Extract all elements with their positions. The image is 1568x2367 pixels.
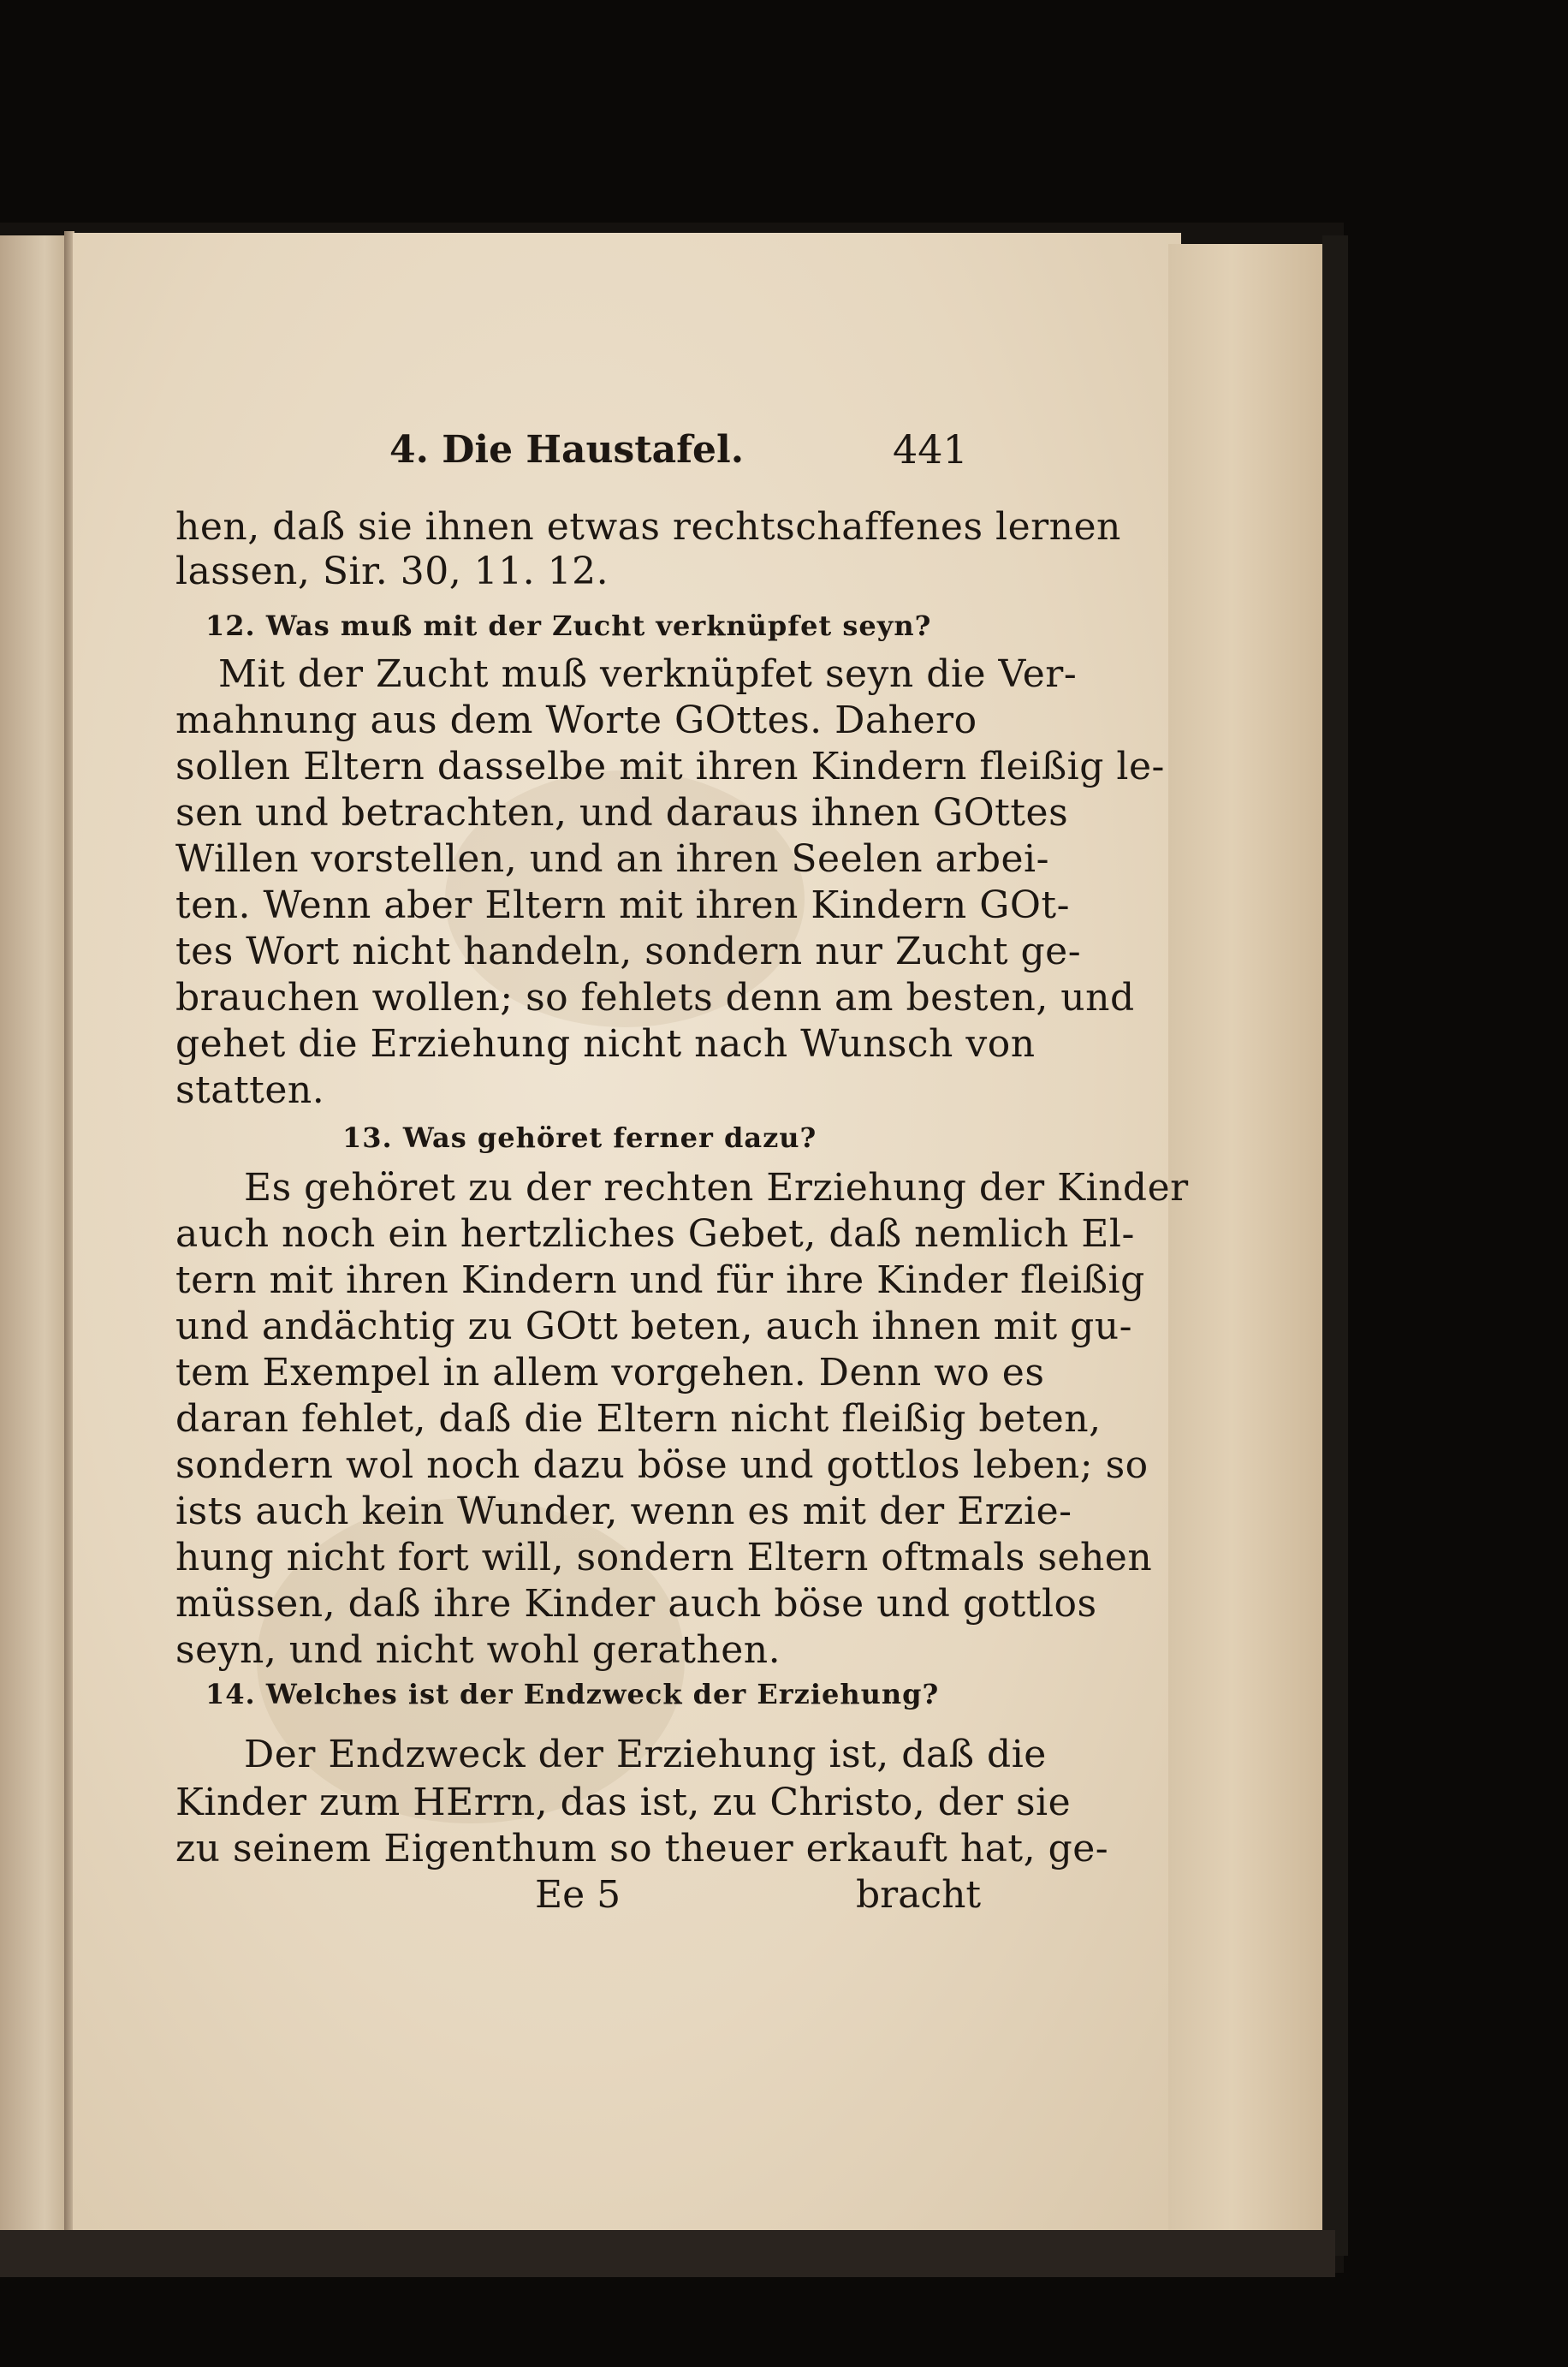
page-number: 441 (893, 426, 968, 473)
text-line: tes Wort nicht handeln, sondern nur Zucht ge- (175, 930, 1082, 973)
question-heading: 12. Was muß mit der Zucht verknüpfet seyn? (205, 610, 932, 642)
text-line: zu seinem Eigenthum so theuer erkauft hat, ge- (175, 1827, 1109, 1870)
text-line: auch noch ein hertzliches Gebet, daß nemlich El- (175, 1212, 1135, 1256)
text-line: mahnung aus dem Worte GOttes. Dahero (175, 699, 977, 742)
question-heading: 14. Welches ist der Endzweck der Erziehung? (205, 1678, 940, 1710)
text-line: gehet die Erziehung nicht nach Wunsch von (175, 1022, 1036, 1066)
text-line: brauchen wollen; so fehlets denn am besten, und (175, 976, 1135, 1020)
text-line: tern mit ihren Kindern und für ihre Kinder fleißig (175, 1258, 1145, 1302)
text-line: Willen vorstellen, und an ihren Seelen arbei- (175, 837, 1049, 881)
text-line: lassen, Sir. 30, 11. 12. (175, 550, 609, 593)
text-line: Kinder zum HErrn, das ist, zu Christo, der sie (175, 1781, 1072, 1824)
cover-edge (1322, 235, 1348, 2256)
text-line: tem Exempel in allem vorgehen. Denn wo es (175, 1351, 1045, 1395)
catchword: bracht (856, 1873, 982, 1917)
text-line: sollen Eltern dasselbe mit ihren Kindern fleißig le- (175, 745, 1165, 788)
text-line: sen und betrachten, und daraus ihnen GOttes (175, 791, 1069, 835)
cover-bottom-edge (0, 2230, 1335, 2277)
text-line: Mit der Zucht muß verknüpfet seyn die Ver- (218, 652, 1078, 696)
text-line: hung nicht fort will, sondern Eltern oftmals sehen (175, 1536, 1153, 1579)
signature-mark: Ee 5 (535, 1873, 621, 1917)
question-heading: 13. Was gehöret ferner dazu? (342, 1121, 817, 1154)
text-line: daran fehlet, daß die Eltern nicht fleißig beten, (175, 1397, 1102, 1441)
text-line: müssen, daß ihre Kinder auch böse und gottlos (175, 1582, 1097, 1626)
page-block-edge (1168, 244, 1327, 2243)
text-line: seyn, und nicht wohl gerathen. (175, 1628, 781, 1672)
running-title: 4. Die Haustafel. (389, 428, 745, 472)
text-line: hen, daß sie ihnen etwas rechtschaffenes lernen (175, 505, 1121, 549)
text-line: statten. (175, 1068, 325, 1112)
text-line: Es gehöret zu der rechten Erziehung der Kinder (244, 1166, 1189, 1210)
text-line: Der Endzweck der Erziehung ist, daß die (244, 1733, 1047, 1776)
facing-page-edge (0, 235, 64, 2230)
text-line: ten. Wenn aber Eltern mit ihren Kindern GOt- (175, 883, 1070, 927)
text-line: sondern wol noch dazu böse und gottlos leben; so (175, 1443, 1149, 1487)
text-line: und andächtig zu GOtt beten, auch ihnen mit gu- (175, 1305, 1132, 1348)
text-line: ists auch kein Wunder, wenn es mit der Erzie- (175, 1490, 1072, 1533)
